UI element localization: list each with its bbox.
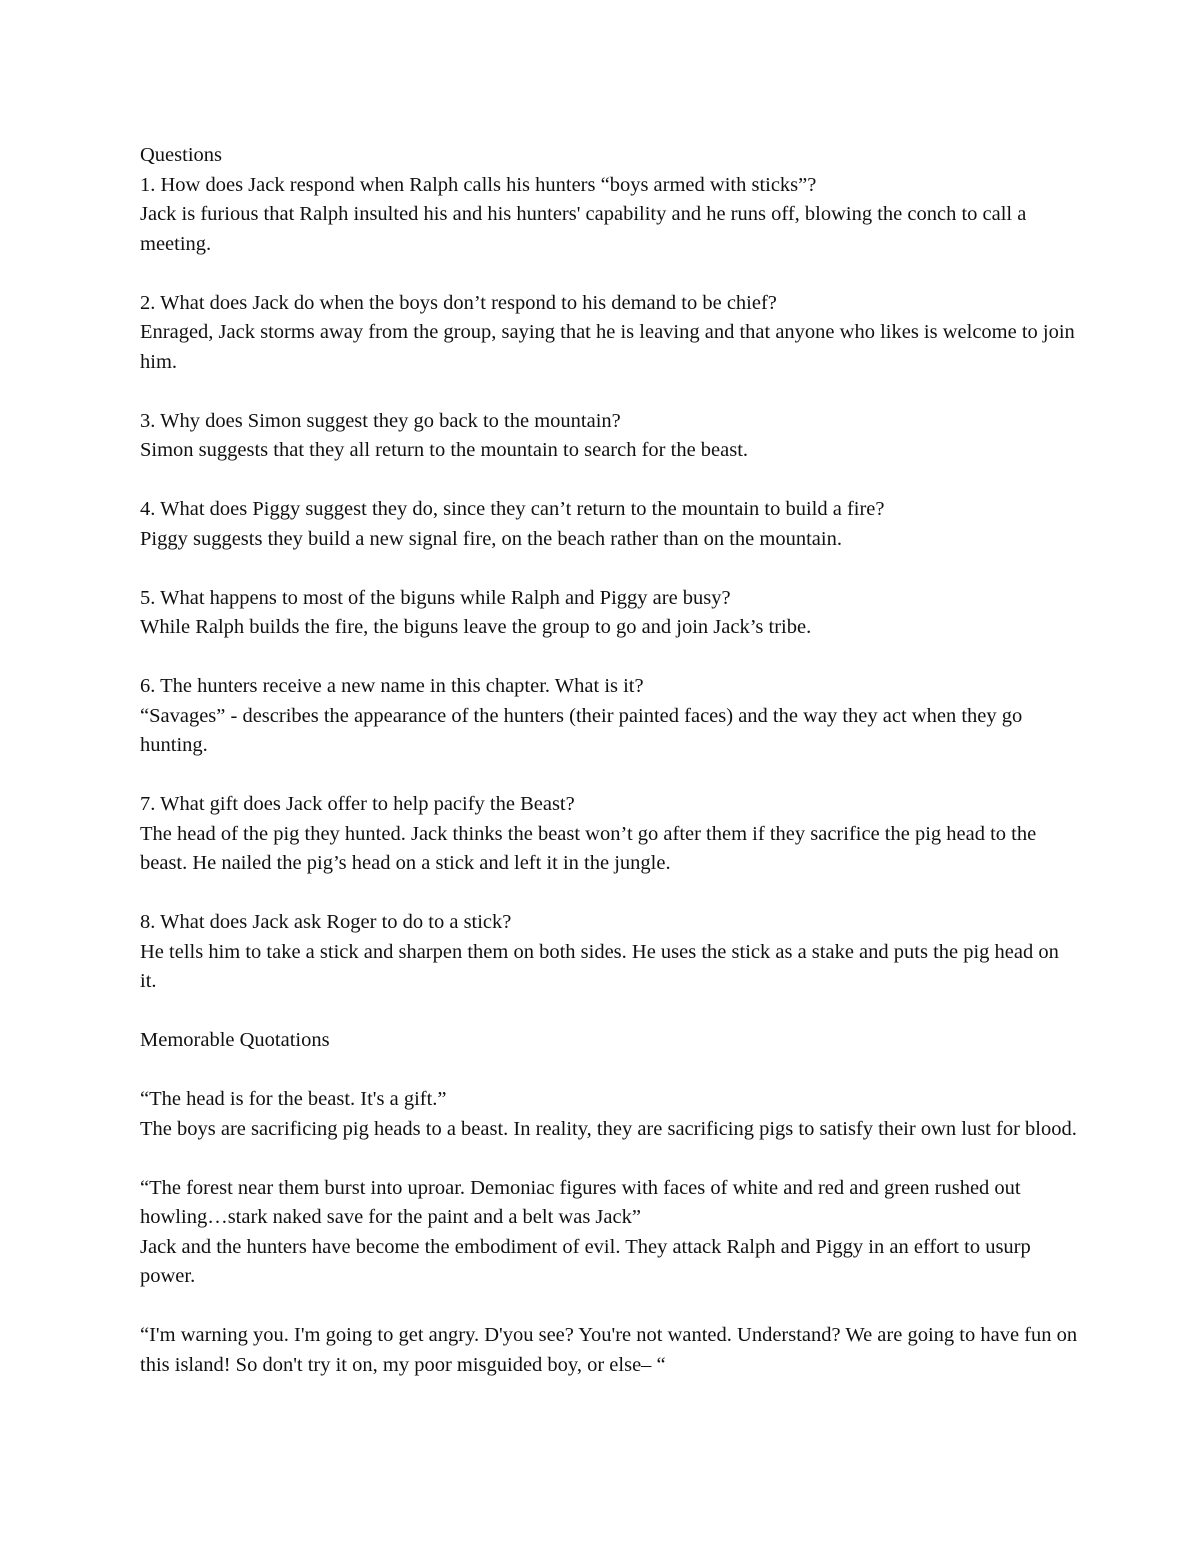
answer-text: Simon suggests that they all return to the mountain to search for the beast. bbox=[140, 439, 749, 461]
answer-text: He tells him to take a stick and sharpen them on both sides. He uses the stick as a stake and puts the pig head on it. bbox=[140, 940, 1059, 992]
question-block-5 bbox=[140, 584, 1080, 643]
question-text: 4. What does Piggy suggest they do, since they can’t return to the mountain to build a fire? bbox=[140, 498, 885, 520]
question-text: 6. The hunters receive a new name in this chapter. What is it? bbox=[140, 675, 644, 697]
answer-text: Piggy suggests they build a new signal fire, on the beach rather than on the mountain. bbox=[140, 527, 842, 550]
question-block-4 bbox=[140, 495, 1080, 554]
question-text: 7. What gift does Jack offer to help pacify the Beast? bbox=[140, 793, 575, 815]
question-text: 1. How does Jack respond when Ralph calls his hunters “boys armed with sticks”? bbox=[140, 173, 817, 196]
answer-text: Jack is furious that Ralph insulted his and his hunters' capability and he runs off, blowing the conch to call a meeting. bbox=[140, 203, 1027, 255]
question-block-1 bbox=[140, 171, 1080, 260]
quotation-text: “I'm warning you. I'm going to get angry. D'you see? You're not wanted. Understand? We are going to have fun on this island! So don't try it on, my poor misguided boy, or else– “ bbox=[140, 1324, 1078, 1376]
question-text: 2. What does Jack do when the boys don’t respond to his demand to be chief? bbox=[140, 291, 777, 314]
quotation-block-1 bbox=[140, 1085, 1080, 1144]
quotation-block-2 bbox=[140, 1174, 1080, 1292]
question-text: 8. What does Jack ask Roger to do to a stick? bbox=[140, 911, 512, 933]
question-text: 5. What happens to most of the biguns while Ralph and Piggy are busy? bbox=[140, 586, 731, 609]
quotation-block-3 bbox=[140, 1321, 1080, 1380]
question-block-8 bbox=[140, 908, 1080, 997]
question-block-3 bbox=[140, 407, 1080, 466]
question-block-2 bbox=[140, 289, 1080, 378]
quotations-heading: Memorable Quotations bbox=[140, 1029, 330, 1051]
question-block-6 bbox=[140, 672, 1080, 761]
answer-text: While Ralph builds the fire, the biguns leave the group to go and join Jack’s tribe. bbox=[140, 616, 812, 638]
question-text: 3. Why does Simon suggest they go back to the mountain? bbox=[140, 409, 621, 432]
answer-text: “Savages” - describes the appearance of the hunters (their painted faces) and the way they act when they go hunting. bbox=[140, 704, 1023, 756]
document-page bbox=[140, 141, 1080, 1410]
question-block-7 bbox=[140, 790, 1080, 879]
answer-text: Enraged, Jack storms away from the group, saying that he is leaving and that anyone who likes is welcome to join him. bbox=[140, 321, 1075, 373]
quotation-note: The boys are sacrificing pig heads to a beast. In reality, they are sacrificing pigs to satisfy their own lust for blood. bbox=[140, 1117, 1077, 1140]
quotation-text: “The head is for the beast. It's a gift.” bbox=[140, 1088, 447, 1110]
answer-text: The head of the pig they hunted. Jack thinks the beast won’t go after them if they sacrifice the pig head to the beast. He nailed the pig’s head on a stick and left it in the jungle. bbox=[140, 822, 1037, 874]
questions-heading: Questions bbox=[140, 144, 222, 166]
quotation-note: Jack and the hunters have become the embodiment of evil. They attack Ralph and Piggy in an effort to usurp power. bbox=[140, 1235, 1031, 1287]
quotation-text: “The forest near them burst into uproar. Demoniac figures with faces of white and red and green rushed out howling…stark naked save for the paint and a belt was Jack” bbox=[140, 1176, 1021, 1228]
spacer bbox=[140, 1056, 1080, 1086]
